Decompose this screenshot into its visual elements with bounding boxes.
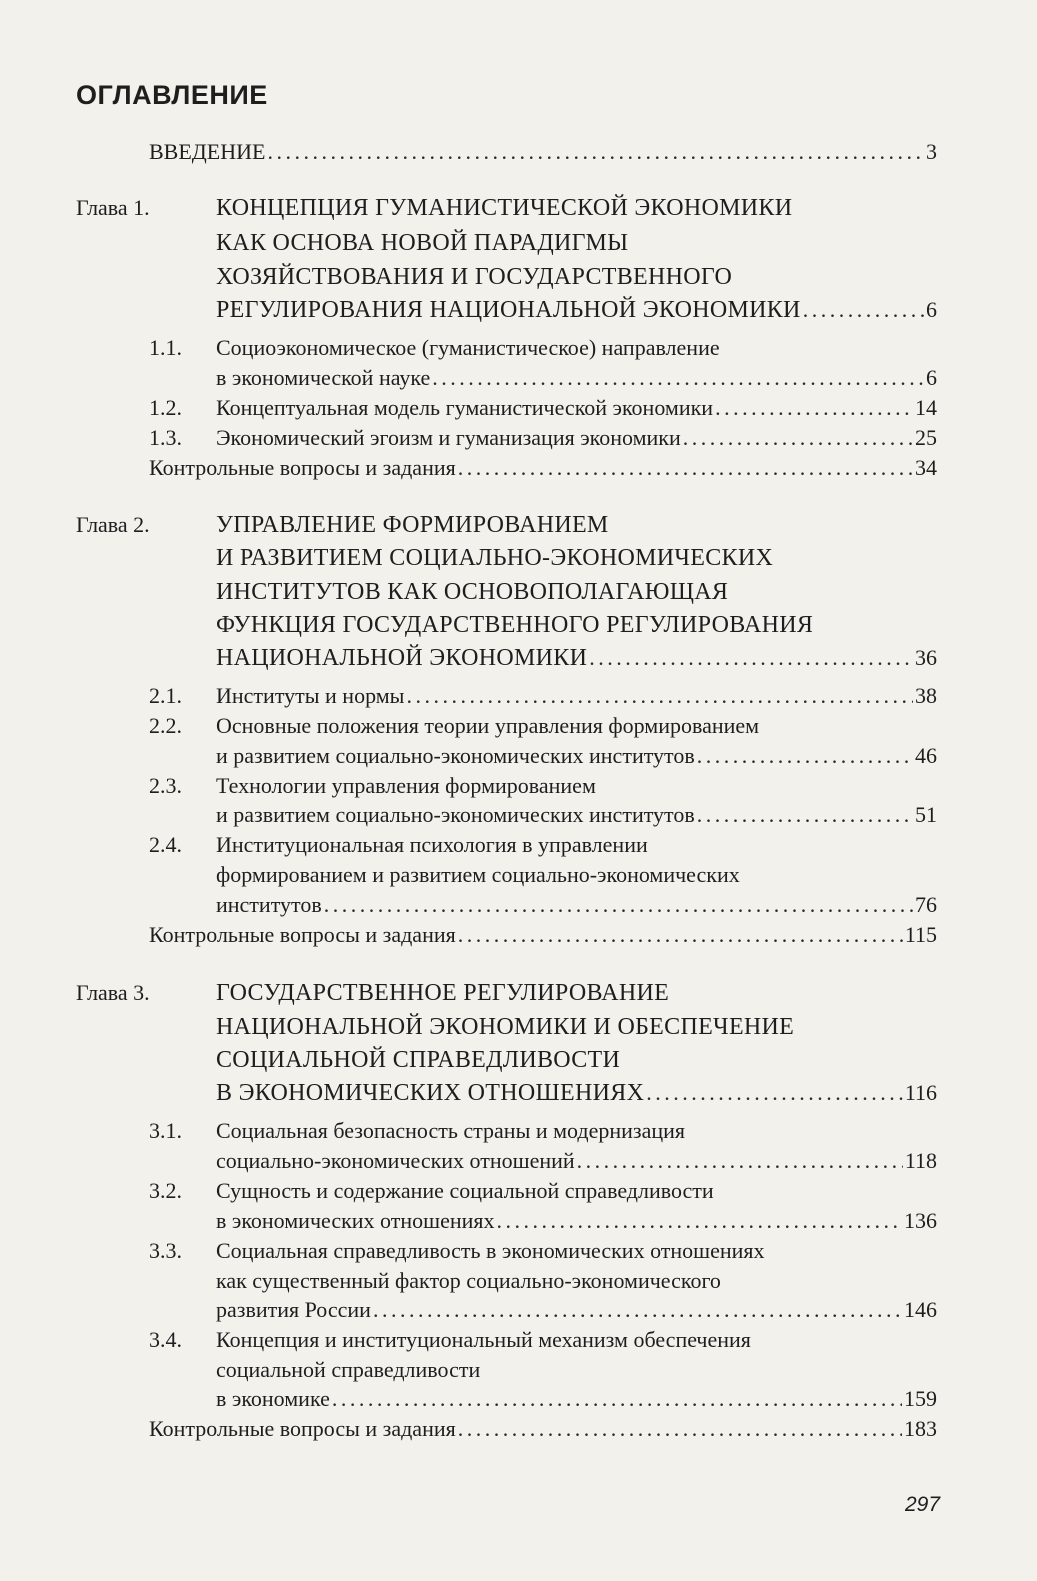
dot-leader bbox=[589, 643, 913, 673]
dot-leader bbox=[458, 1414, 902, 1444]
section-title-line: Институциональная психология в управлении bbox=[216, 832, 648, 857]
section-title-line: Экономический эгоизм и гуманизация экономики bbox=[216, 425, 681, 450]
section-1-1-last bbox=[0, 363, 1037, 393]
chapter-title-line: НАЦИОНАЛЬНОЙ ЭКОНОМИКИ И ОБЕСПЕЧЕНИЕ bbox=[216, 1014, 795, 1040]
toc-entry-row bbox=[216, 643, 937, 673]
section-2-3-last bbox=[0, 800, 1037, 830]
entry-page: 25 bbox=[915, 425, 937, 450]
chapter-title-line: НАЦИОНАЛЬНОЙ ЭКОНОМИКИ bbox=[216, 645, 588, 671]
toc-entry-row bbox=[216, 741, 937, 771]
section-number: 2.4. bbox=[149, 832, 182, 857]
toc-heading: ОГЛАВЛЕНИЕ bbox=[76, 80, 268, 110]
section-2-2-last bbox=[0, 741, 1037, 771]
chapter-label: Глава 3. bbox=[76, 980, 150, 1005]
section-title-line: формированием и развитием социально-экономических bbox=[216, 862, 740, 887]
entry-title: ВВЕДЕНИЕ bbox=[149, 139, 266, 164]
section-title-line: развития России bbox=[216, 1297, 371, 1322]
section-3-3-line bbox=[0, 1266, 1037, 1296]
chapter-title-line: РЕГУЛИРОВАНИЯ НАЦИОНАЛЬНОЙ ЭКОНОМИКИ bbox=[216, 297, 801, 323]
entry-page: 38 bbox=[915, 683, 937, 708]
dot-leader bbox=[697, 741, 913, 771]
page-number: 297 bbox=[905, 1493, 941, 1516]
toc-entry-row bbox=[216, 1206, 937, 1236]
section-title-line: как существенный фактор социально-экономического bbox=[216, 1268, 721, 1293]
section-number: 1.3. bbox=[149, 425, 182, 450]
chapter-2-title-line bbox=[0, 610, 1037, 640]
chapter-title-line: КОНЦЕПЦИЯ ГУМАНИСТИЧЕСКОЙ ЭКОНОМИКИ bbox=[216, 195, 793, 221]
section-title-line: социальной справедливости bbox=[216, 1357, 481, 1382]
dot-leader bbox=[803, 295, 924, 325]
chapter-2-title-line bbox=[0, 543, 1037, 573]
toc-entry-row bbox=[216, 295, 937, 325]
chapter-3-title-line bbox=[0, 1012, 1037, 1042]
section-3-1-last bbox=[0, 1146, 1037, 1176]
dot-leader bbox=[458, 920, 903, 950]
entry-page: 34 bbox=[915, 455, 937, 480]
chapter-title-line: ХОЗЯЙСТВОВАНИЯ И ГОСУДАРСТВЕННОГО bbox=[216, 264, 733, 290]
toc-entry-row bbox=[216, 423, 937, 453]
dot-leader bbox=[697, 800, 913, 830]
toc-entry-row bbox=[216, 681, 937, 711]
questions-1[interactable] bbox=[0, 453, 1037, 483]
dot-leader bbox=[373, 1295, 902, 1325]
chapter-label: Глава 1. bbox=[76, 195, 150, 220]
toc-entry-row bbox=[149, 1414, 937, 1444]
chapter-3-heading[interactable] bbox=[0, 978, 1037, 1008]
questions-3[interactable] bbox=[0, 1414, 1037, 1444]
section-number: 2.2. bbox=[149, 713, 182, 738]
toc-entry-row bbox=[216, 1078, 937, 1108]
toc-entry-row bbox=[216, 393, 937, 423]
chapter-1-title-line-last bbox=[0, 295, 1037, 325]
entry-page: 118 bbox=[904, 1148, 937, 1173]
dot-leader bbox=[324, 890, 913, 920]
toc-entry-row bbox=[216, 800, 937, 830]
section-3-4-line bbox=[0, 1355, 1037, 1385]
chapter-2-title-line bbox=[0, 577, 1037, 607]
section-3-2-last bbox=[0, 1206, 1037, 1236]
toc-entry-row bbox=[149, 137, 937, 167]
section-title-line: Социальная безопасность страны и модернизация bbox=[216, 1118, 686, 1143]
chapter-1-title-line bbox=[0, 262, 1037, 292]
section-number: 1.1. bbox=[149, 335, 182, 360]
chapter-title-line: ИНСТИТУТОВ КАК ОСНОВОПОЛАГАЮЩАЯ bbox=[216, 579, 729, 605]
toc-entry-row bbox=[216, 1384, 937, 1414]
section-number: 1.2. bbox=[149, 395, 182, 420]
questions-title: Контрольные вопросы и задания bbox=[149, 1416, 456, 1441]
chapter-title-line: КАК ОСНОВА НОВОЙ ПАРАДИГМЫ bbox=[216, 230, 629, 256]
dot-leader bbox=[646, 1078, 903, 1108]
section-number: 3.3. bbox=[149, 1238, 182, 1263]
section-title-line: в экономике bbox=[216, 1386, 330, 1411]
section-3-1[interactable] bbox=[0, 1116, 1037, 1146]
toc-entry-row bbox=[149, 920, 937, 950]
section-3-4-last bbox=[0, 1384, 1037, 1414]
section-number: 3.2. bbox=[149, 1178, 182, 1203]
section-title-line: Институты и нормы bbox=[216, 683, 405, 708]
entry-page: 36 bbox=[915, 645, 937, 670]
chapter-3-title-line bbox=[0, 1045, 1037, 1075]
section-2-4-line bbox=[0, 860, 1037, 890]
entry-page: 116 bbox=[904, 1080, 937, 1105]
chapter-1-heading[interactable] bbox=[0, 193, 1037, 223]
section-3-4[interactable] bbox=[0, 1325, 1037, 1355]
chapter-3-title-line-last bbox=[0, 1078, 1037, 1108]
section-2-3[interactable] bbox=[0, 771, 1037, 801]
section-number: 3.4. bbox=[149, 1327, 182, 1352]
entry-page: 51 bbox=[915, 802, 937, 827]
section-title-line: социально-экономических отношений bbox=[216, 1148, 575, 1173]
section-title-line: Сущность и содержание социальной справедливости bbox=[216, 1178, 714, 1203]
section-3-3-last bbox=[0, 1295, 1037, 1325]
section-2-4-last bbox=[0, 890, 1037, 920]
section-title-line: Технологии управления формированием bbox=[216, 773, 596, 798]
section-title-line: Концепция и институциональный механизм обеспечения bbox=[216, 1327, 751, 1352]
section-title-line: институтов bbox=[216, 892, 322, 917]
entry-page: 76 bbox=[915, 892, 937, 917]
section-2-1[interactable] bbox=[0, 681, 1037, 711]
entry-page: 3 bbox=[926, 139, 937, 164]
toc-entry-row bbox=[216, 363, 937, 393]
chapter-2-heading[interactable] bbox=[0, 510, 1037, 540]
chapter-title-line: ФУНКЦИЯ ГОСУДАРСТВЕННОГО РЕГУЛИРОВАНИЯ bbox=[216, 612, 814, 638]
section-title-line: Социальная справедливость в экономических отношениях bbox=[216, 1238, 765, 1263]
section-title-line: Концептуальная модель гуманистической экономики bbox=[216, 395, 714, 420]
dot-leader bbox=[406, 681, 913, 711]
chapter-title-line: УПРАВЛЕНИЕ ФОРМИРОВАНИЕМ bbox=[216, 512, 609, 538]
dot-leader bbox=[683, 423, 913, 453]
section-2-4[interactable] bbox=[0, 830, 1037, 860]
entry-page: 115 bbox=[904, 922, 937, 947]
chapter-1-title-line bbox=[0, 228, 1037, 258]
section-title-line: Основные положения теории управления формированием bbox=[216, 713, 760, 738]
entry-page: 159 bbox=[904, 1386, 937, 1411]
section-3-3[interactable] bbox=[0, 1236, 1037, 1266]
section-3-2[interactable] bbox=[0, 1176, 1037, 1206]
entry-page: 46 bbox=[915, 743, 937, 768]
section-title-line: в экономической науке bbox=[216, 365, 431, 390]
entry-page: 6 bbox=[926, 297, 937, 322]
dot-leader bbox=[432, 363, 924, 393]
questions-title: Контрольные вопросы и задания bbox=[149, 922, 456, 947]
section-title-line: в экономических отношениях bbox=[216, 1208, 495, 1233]
dot-leader bbox=[577, 1146, 903, 1176]
dot-leader bbox=[332, 1384, 902, 1414]
section-1-3[interactable] bbox=[0, 423, 1037, 453]
chapter-title-line: И РАЗВИТИЕМ СОЦИАЛЬНО-ЭКОНОМИЧЕСКИХ bbox=[216, 545, 774, 571]
section-number: 3.1. bbox=[149, 1118, 182, 1143]
entry-page: 146 bbox=[904, 1297, 937, 1322]
section-title-line: и развитием социально-экономических институтов bbox=[216, 802, 695, 827]
section-1-1[interactable] bbox=[0, 333, 1037, 363]
dot-leader bbox=[267, 137, 924, 167]
chapter-title-line: СОЦИАЛЬНОЙ СПРАВЕДЛИВОСТИ bbox=[216, 1047, 621, 1073]
section-title-line: Социоэкономическое (гуманистическое) направление bbox=[216, 335, 720, 360]
toc-entry-row bbox=[216, 1146, 937, 1176]
section-1-2[interactable] bbox=[0, 393, 1037, 423]
entry-page: 136 bbox=[904, 1208, 937, 1233]
section-title-line: и развитием социально-экономических институтов bbox=[216, 743, 695, 768]
section-2-2[interactable] bbox=[0, 711, 1037, 741]
section-number: 2.3. bbox=[149, 773, 182, 798]
entry-page: 14 bbox=[915, 395, 937, 420]
questions-2[interactable] bbox=[0, 920, 1037, 950]
questions-title: Контрольные вопросы и задания bbox=[149, 455, 456, 480]
chapter-label: Глава 2. bbox=[76, 512, 150, 537]
dot-leader bbox=[458, 453, 913, 483]
toc-entry-row bbox=[216, 890, 937, 920]
toc-entry-intro[interactable] bbox=[0, 137, 1037, 167]
dot-leader bbox=[497, 1206, 902, 1236]
toc-entry-row bbox=[216, 1295, 937, 1325]
toc-entry-row bbox=[149, 453, 937, 483]
entry-page: 183 bbox=[904, 1416, 937, 1441]
dot-leader bbox=[715, 393, 913, 423]
chapter-2-title-line-last bbox=[0, 643, 1037, 673]
entry-page: 6 bbox=[926, 365, 937, 390]
chapter-title-line: В ЭКОНОМИЧЕСКИХ ОТНОШЕНИЯХ bbox=[216, 1080, 645, 1106]
section-number: 2.1. bbox=[149, 683, 182, 708]
chapter-title-line: ГОСУДАРСТВЕННОЕ РЕГУЛИРОВАНИЕ bbox=[216, 980, 670, 1006]
